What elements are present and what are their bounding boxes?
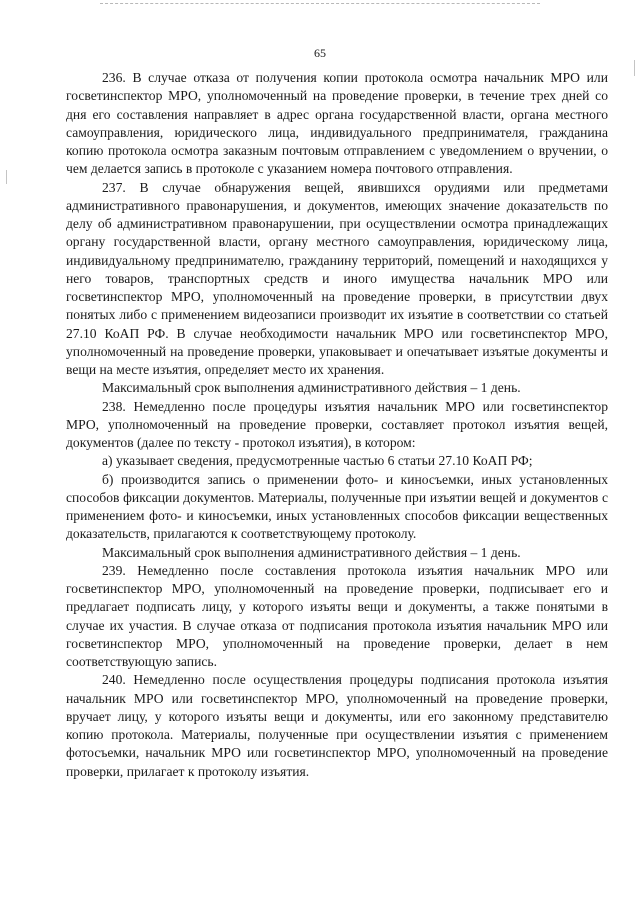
paragraph-236: 236. В случае отказа от получения копии протокола осмотра начальник МРО или госветинспектор МРО, уполномоченный на проведение проверки, в течение трех дней со дня его составления направляет в адрес органа государственной власти, органа местного самоуправления, юридического лица, индивидуального предпринимателя, гражданина копию протокола осмотра заказным почтовым отправлением с уведомлением о вручении, о чем делается запись в протоколе с указанием номера почтового отправления. xyxy=(66,70,608,177)
paragraph-240: 240. Немедленно после осуществления процедуры подписания протокола изъятия начальник МРО или госветинспектор МРО, уполномоченный на проведение проверки, вручает лицу, у которого изъяты вещи и документы, или его законному представителю копию протокола. Материалы, полученные при осуществлении изъятия с применением фотосъемки, начальник МРО или госветинспектор МРО, уполномоченный на проведение проверки, прилагает к протоколу изъятия. xyxy=(66,672,608,779)
scan-artifact-left xyxy=(6,170,7,184)
paragraph-238: 238. Немедленно после процедуры изъятия начальник МРО или госветинспектор МРО, уполномоченный на проведение проверки, составляет протокол изъятия вещей, документов (далее по тексту - протокол изъятия), в котором: xyxy=(66,398,608,450)
paragraph-deadline-1: Максимальный срок выполнения административного действия – 1 день. xyxy=(102,380,521,396)
paragraph-239: 239. Немедленно после составления протокола изъятия начальник МРО или госветинспектор МРО, уполномоченный на проведение проверки, подписывает его и предлагает подписать лицу, у которого изъяты вещи и документы, а также понятыми в случае их участия. В случае отказа от подписания протокола изъятия начальник МРО или госветинспектор МРО, уполномоченный на проведение проверки, делает в нем соответствующую запись. xyxy=(66,562,608,669)
document-body xyxy=(66,69,608,781)
paragraph-238-a: а) указывает сведения, предусмотренные частью 6 статьи 27.10 КоАП РФ; xyxy=(102,453,533,469)
paragraph-238-b: б) производится запись о применении фото- и киносъемки, иных установленных способов фиксации документов. Материалы, полученные при изъятии вещей и документов с применением фото- и киносъемки, иных установленных способов фиксации вещественных доказательств, прилагаются к соответствующему протоколу. xyxy=(66,471,608,542)
scan-artifact-top xyxy=(100,3,540,6)
paragraph-deadline-2: Максимальный срок выполнения административного действия – 1 день. xyxy=(102,544,521,560)
scan-artifact-right xyxy=(634,60,635,76)
paragraph-237: 237. В случае обнаружения вещей, явившихся орудиями или предметами административного правонарушения, и документов, имеющих значение доказательств по делу об административном правонарушении, при осуществлении осмотра принадлежащих органу государственной власти, органу местного самоуправления, юридическому лица, индивидуальному предпринимателю, гражданину территорий, помещений и находящихся у него товаров, транспортных средств и иного имущества начальник МРО или госветинспектор МРО, уполномоченный на проведение проверки, в присутствии двух понятых либо с применением видеозаписи производит их изъятие в соответствии со статьей 27.10 КоАП РФ. В случае необходимости начальник МРО или госветинспектор МРО, уполномоченный на проведение проверки, упаковывает и опечатывает изъятые документы и вещи на месте изъятия, определяет место их хранения. xyxy=(66,179,608,377)
page-number: 65 xyxy=(314,46,326,60)
